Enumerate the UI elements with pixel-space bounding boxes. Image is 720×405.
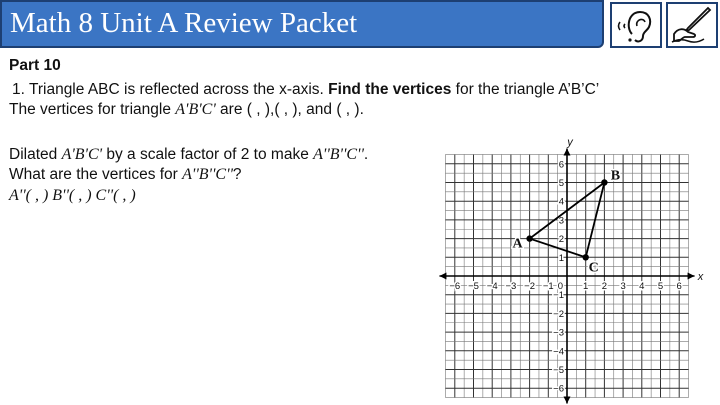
x-tick-label: −5	[468, 281, 479, 292]
q1-bold: Find the vertices	[328, 81, 452, 98]
vertex-label-b: B	[610, 168, 621, 184]
q1-prefix: 1. Triangle ABC is reflected across the x-axis.	[12, 81, 329, 98]
ear-icon-box	[610, 2, 662, 48]
ear-listen-icon	[612, 4, 660, 46]
x-tick-label: 3	[620, 281, 626, 292]
origin-label: 0	[557, 281, 563, 292]
q1b-prefix: The vertices for triangle	[9, 101, 176, 118]
y-tick-label: 1	[558, 252, 564, 264]
y-tick-label: −3	[553, 327, 564, 339]
y-tick-label: 2	[558, 234, 564, 246]
x-axis-label: x	[697, 271, 704, 283]
y-tick-label: 6	[558, 159, 564, 171]
question-1	[12, 80, 599, 99]
q1-suffix: for the triangle A’B’C’	[451, 81, 600, 98]
question-2-answers: A''( , ) B''( , ) C''( , )	[9, 187, 136, 204]
q2-prefix: Dilated	[9, 146, 62, 163]
q2-end: .	[363, 146, 369, 163]
question-2	[9, 145, 368, 164]
x-tick-label: −1	[542, 281, 554, 292]
hand-writing-icon	[668, 4, 716, 46]
q2b-triangle: A''B''C''	[182, 166, 233, 183]
x-tick-label: 6	[676, 281, 682, 292]
title-bar	[0, 0, 604, 48]
q1b-triangle: A'B'C'	[175, 101, 216, 118]
q2-triangle-2: A''B''C''	[313, 146, 364, 163]
x-tick-label: −4	[486, 281, 498, 292]
x-axis-arrow-right	[688, 273, 695, 280]
question-1-answer-line	[9, 100, 364, 119]
x-tick-label: −2	[524, 281, 536, 292]
x-tick-label: 2	[601, 281, 608, 292]
x-tick-label: −3	[505, 281, 517, 292]
x-tick-label: 1	[583, 281, 589, 292]
y-tick-label: −2	[553, 308, 564, 320]
q2-mid: by a scale factor of 2 to make	[102, 146, 314, 163]
question-2-prompt	[9, 165, 242, 184]
q2b-prefix: What are the vertices for	[9, 166, 183, 183]
y-axis-arrow-up	[564, 148, 571, 155]
part-title: Part 10	[9, 57, 61, 74]
q2b-end: ?	[232, 166, 242, 183]
write-icon-box	[666, 2, 718, 48]
x-tick-label: 5	[657, 281, 664, 292]
coordinate-plane	[430, 120, 720, 405]
coordinate-grid	[430, 120, 720, 405]
vertex-point-a	[526, 235, 532, 241]
q1b-suffix: are ( , ),( , ), and ( , ).	[215, 101, 364, 118]
y-tick-label: −1	[553, 290, 564, 302]
vertex-label-a: A	[512, 236, 523, 252]
y-tick-label: −5	[553, 365, 564, 376]
x-tick-label: 4	[639, 281, 645, 292]
y-tick-label: −6	[553, 383, 564, 395]
q2-triangle: A'B'C'	[61, 146, 103, 163]
x-axis-arrow-left	[439, 273, 446, 280]
y-tick-label: 5	[558, 178, 564, 189]
y-axis-arrow-down	[564, 397, 571, 404]
page-title: Math 8 Unit A Review Packet	[10, 7, 358, 39]
y-tick-label: 3	[558, 215, 564, 227]
vertex-label-c: C	[588, 260, 599, 276]
y-tick-label: −4	[553, 346, 564, 358]
y-axis-label: y	[567, 136, 573, 149]
y-tick-label: 4	[558, 196, 564, 208]
vertex-point-b	[601, 179, 607, 185]
x-tick-label: −6	[449, 281, 461, 292]
